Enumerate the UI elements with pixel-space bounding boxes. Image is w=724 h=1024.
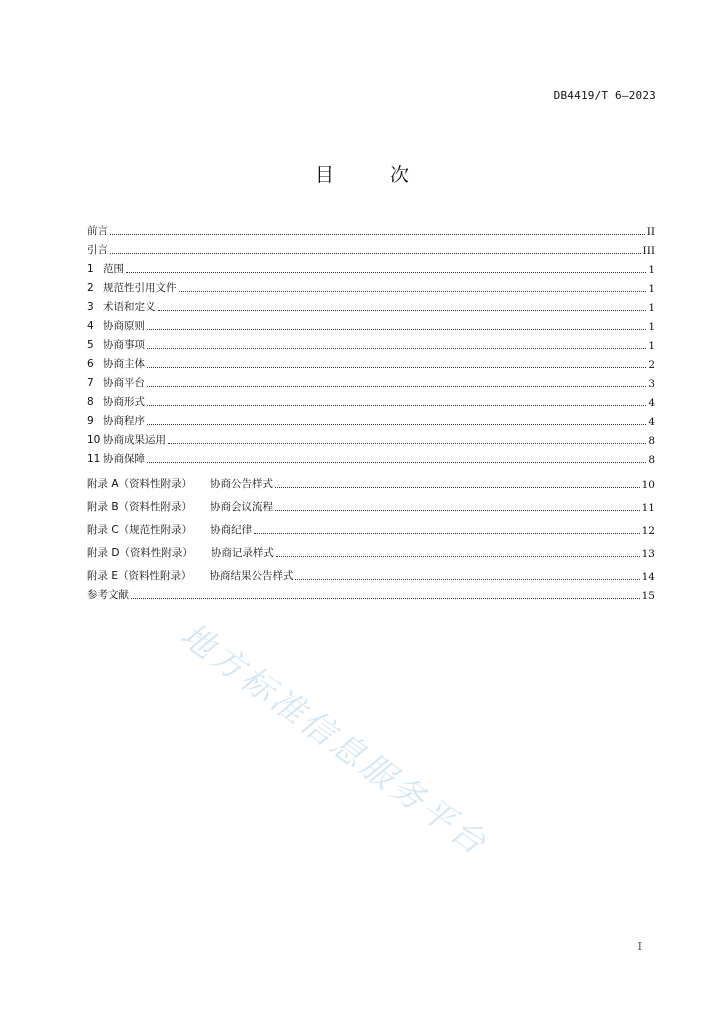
toc-leader — [147, 386, 646, 387]
toc-entry-label: 10 协商成果运用 — [87, 434, 166, 446]
toc-entry-page: 11 — [641, 502, 655, 514]
page-number: I — [637, 940, 642, 953]
toc-annex-label: 附录 D（资料性附录） 协商记录样式 — [87, 547, 274, 559]
toc-annex-title: 协商公告样式 — [210, 478, 274, 490]
toc-entry-page: 8 — [648, 435, 655, 447]
toc-entry-number: 3 — [87, 301, 94, 313]
toc-entry-page: 4 — [648, 416, 655, 428]
toc-leader — [147, 405, 646, 406]
toc-entry-page: 3 — [648, 378, 655, 390]
toc-annex-title: 协商会议流程 — [210, 501, 274, 513]
toc-entry-label: 4 协商原则 — [87, 320, 145, 332]
toc-entry-label: 参考文献 — [87, 589, 129, 601]
toc-annex-e[interactable] — [87, 560, 655, 583]
toc-annex-label: 附录 E（资料性附录） 协商结果公告样式 — [87, 570, 294, 582]
toc-entry-page: 2 — [648, 359, 655, 371]
table-of-contents — [87, 219, 655, 602]
toc-leader — [110, 253, 641, 254]
toc-leader — [158, 310, 647, 311]
toc-leader — [276, 556, 640, 557]
toc-entry-label: 6 协商主体 — [87, 358, 145, 370]
toc-leader — [110, 234, 645, 235]
toc-entry-page: 4 — [648, 397, 655, 409]
toc-entry-number: 5 — [87, 339, 94, 351]
toc-entry-number: 2 — [87, 282, 94, 294]
toc-entry-label: 11 协商保障 — [87, 453, 145, 465]
toc-entry-1[interactable] — [87, 257, 655, 276]
toc-entry-6[interactable] — [87, 352, 655, 371]
toc-title-right: 次 — [390, 164, 410, 186]
toc-leader — [147, 424, 646, 425]
toc-entry-4[interactable] — [87, 314, 655, 333]
toc-entry-label: 9 协商程序 — [87, 415, 145, 427]
toc-leader — [147, 367, 646, 368]
toc-entry-8[interactable] — [87, 390, 655, 409]
toc-entry-label: 引言 — [87, 244, 108, 256]
toc-annex-title: 协商纪律 — [210, 524, 253, 536]
toc-entry-page: 14 — [641, 571, 655, 583]
toc-annex-label: 附录 C（规范性附录） 协商纪律 — [87, 524, 253, 536]
toc-leader — [168, 443, 646, 444]
toc-title-left: 目 — [314, 164, 334, 186]
toc-title — [0, 160, 724, 187]
toc-entry-7[interactable] — [87, 371, 655, 390]
toc-entry-number: 4 — [87, 320, 94, 332]
toc-entry-number: 9 — [87, 415, 94, 427]
toc-entry-page: 1 — [648, 321, 655, 333]
toc-annex-label: 附录 B（资料性附录） 协商会议流程 — [87, 501, 274, 513]
toc-leader — [126, 272, 646, 273]
toc-entry-page: 8 — [648, 454, 655, 466]
toc-annex-label: 附录 A（资料性附录） 协商公告样式 — [87, 478, 274, 490]
toc-annex-d[interactable] — [87, 537, 655, 560]
toc-entry-number: 1 — [87, 263, 94, 275]
toc-entry-label: 7 协商平台 — [87, 377, 145, 389]
toc-entry-10[interactable] — [87, 428, 655, 447]
toc-entry-number: 8 — [87, 396, 94, 408]
toc-entry-3[interactable] — [87, 295, 655, 314]
toc-entry-number: 6 — [87, 358, 94, 370]
toc-entry-9[interactable] — [87, 409, 655, 428]
watermark: 地方标准信息服务平台 — [173, 614, 496, 864]
toc-annex-a[interactable] — [87, 468, 655, 491]
toc-entry-page: 13 — [641, 548, 655, 560]
toc-leader — [254, 533, 639, 534]
toc-entry-page: III — [642, 245, 655, 257]
toc-entry-preface[interactable] — [87, 219, 655, 238]
toc-entry-label: 1 范围 — [87, 263, 124, 275]
toc-entry-label: 3 术语和定义 — [87, 301, 156, 313]
toc-leader — [179, 291, 647, 292]
toc-leader — [147, 462, 646, 463]
toc-entry-label: 5 协商事项 — [87, 339, 145, 351]
toc-annex-c[interactable] — [87, 514, 655, 537]
toc-entry-number: 10 — [87, 434, 101, 446]
toc-annex-title: 协商记录样式 — [210, 547, 274, 559]
toc-entry-bibliography[interactable] — [87, 583, 655, 602]
toc-entry-page: 1 — [648, 302, 655, 314]
toc-entry-page: 15 — [641, 590, 655, 602]
toc-entry-11[interactable] — [87, 447, 655, 466]
toc-entry-page: 12 — [641, 525, 655, 537]
toc-entry-page: 1 — [648, 340, 655, 352]
toc-entry-number: 7 — [87, 377, 94, 389]
toc-annex-title: 协商结果公告样式 — [209, 570, 294, 582]
toc-entry-page: 1 — [648, 264, 655, 276]
toc-entry-page: 1 — [648, 283, 655, 295]
toc-entry-page: 10 — [641, 479, 655, 491]
toc-leader — [295, 579, 639, 580]
toc-leader — [147, 348, 646, 349]
toc-entry-label: 前言 — [87, 225, 108, 237]
toc-annex-b[interactable] — [87, 491, 655, 514]
toc-entry-2[interactable] — [87, 276, 655, 295]
toc-leader — [147, 329, 646, 330]
document-code: DB4419/T 6—2023 — [553, 89, 656, 102]
toc-entry-page: II — [646, 226, 655, 238]
toc-leader — [131, 598, 640, 599]
toc-entry-introduction[interactable] — [87, 238, 655, 257]
toc-entry-5[interactable] — [87, 333, 655, 352]
toc-entry-label: 2 规范性引用文件 — [87, 282, 177, 294]
toc-entry-label: 8 协商形式 — [87, 396, 145, 408]
toc-leader — [275, 510, 640, 511]
toc-leader — [275, 487, 640, 488]
toc-entry-number: 11 — [87, 453, 101, 465]
